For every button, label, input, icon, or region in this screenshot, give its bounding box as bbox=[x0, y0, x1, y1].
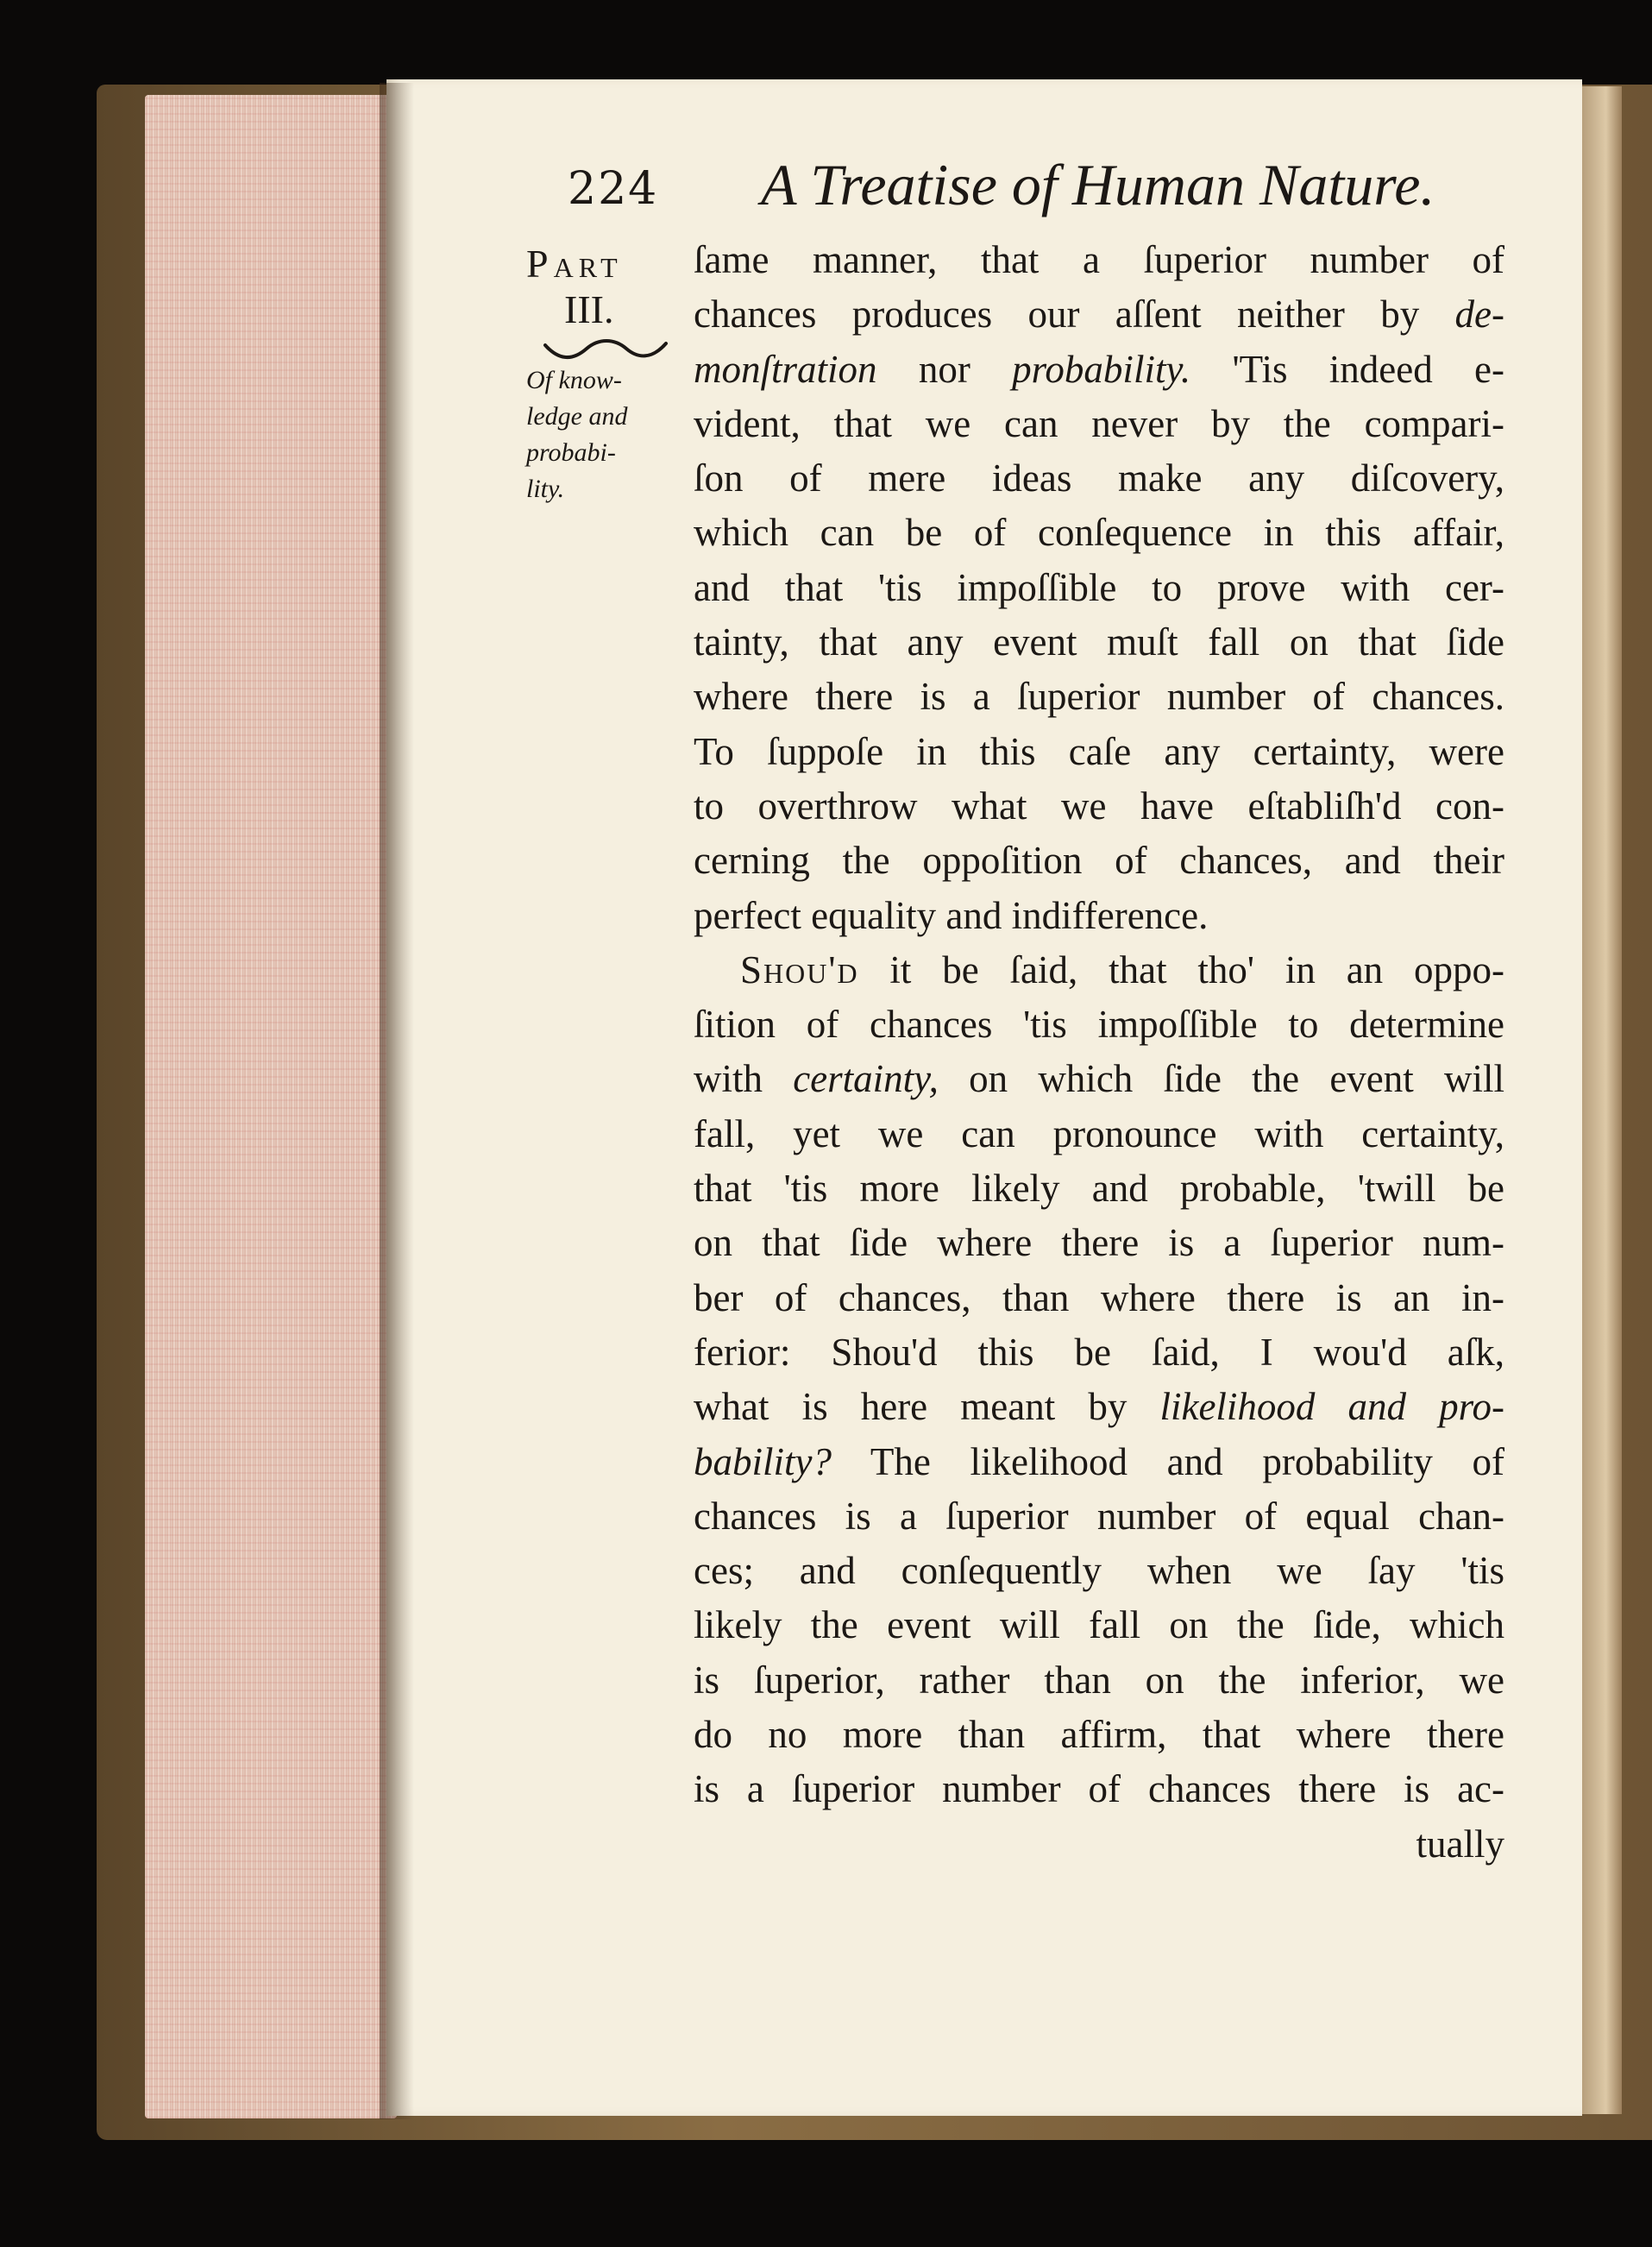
text-segment: fall, yet we can pronounce with certainty, bbox=[694, 1111, 1504, 1155]
text-line bbox=[694, 1161, 1504, 1216]
text-line bbox=[694, 1544, 1504, 1598]
text-line bbox=[694, 1598, 1504, 1652]
page-edges bbox=[145, 95, 397, 2118]
text-segment: Shou'd bbox=[740, 947, 859, 991]
text-segment: To ſuppoſe in this caſe any certainty, were bbox=[694, 729, 1504, 773]
text-line bbox=[694, 1052, 1504, 1106]
text-segment: likely the event will fall on the ſide, which bbox=[694, 1603, 1504, 1647]
body-text bbox=[694, 233, 1504, 1872]
text-segment: is a ſuperior number of chances there is ac- bbox=[694, 1767, 1504, 1811]
text-segment: cerning the oppoſition of chances, and their bbox=[694, 839, 1504, 883]
facing-page-edge bbox=[1582, 86, 1622, 2114]
text-segment: ſame manner, that a ſuperior number of bbox=[694, 238, 1504, 281]
side-note: Of know- ledge and probabi- lity. bbox=[526, 366, 628, 503]
text-line bbox=[694, 1380, 1504, 1434]
text-line bbox=[694, 779, 1504, 834]
text-line bbox=[694, 670, 1504, 724]
text-line bbox=[694, 1107, 1504, 1161]
text-segment: bability? bbox=[694, 1439, 832, 1483]
text-segment: vident, that we can never by the compari- bbox=[694, 401, 1504, 445]
text-segment: ſition of chances 'tis impoſſible to determine bbox=[694, 1003, 1504, 1047]
part-number: III. bbox=[564, 287, 614, 331]
text-segment: ber of chances, than where there is an in- bbox=[694, 1275, 1504, 1319]
text-segment: tainty, that any event muſt fall on that ſide bbox=[694, 620, 1504, 664]
page-header bbox=[568, 151, 1517, 229]
text-line bbox=[694, 1216, 1504, 1270]
text-segment: what is here meant by bbox=[694, 1385, 1160, 1429]
text-line bbox=[694, 943, 1504, 998]
text-segment: certainty, bbox=[793, 1057, 939, 1101]
text-segment: on which ſide the event will bbox=[938, 1057, 1504, 1101]
text-line bbox=[694, 889, 1504, 943]
text-line bbox=[694, 506, 1504, 560]
text-segment: The likelihood and probability of bbox=[831, 1439, 1504, 1483]
text-segment: chances produces our aſſent neither by bbox=[694, 293, 1455, 337]
text-segment: monſtration bbox=[694, 347, 877, 391]
text-line bbox=[694, 343, 1504, 397]
text-segment: where there is a ſuperior number of chances. bbox=[694, 675, 1504, 719]
text-line bbox=[694, 1708, 1504, 1762]
text-segment: which can be of conſequence in this affair, bbox=[694, 511, 1504, 555]
text-segment: with bbox=[694, 1057, 794, 1101]
text-line bbox=[694, 1435, 1504, 1489]
text-segment: ſon of mere ideas make any diſcovery, bbox=[694, 456, 1504, 500]
text-segment: that 'tis more likely and probable, 'twill be bbox=[694, 1167, 1504, 1211]
gutter-shadow bbox=[380, 83, 414, 2119]
swash-ornament-icon bbox=[542, 338, 671, 361]
text-line bbox=[694, 1325, 1504, 1380]
part-label: Part bbox=[526, 242, 623, 286]
text-segment: ferior: Shou'd this be ſaid, I wou'd aſk, bbox=[694, 1330, 1504, 1374]
text-segment: probability. bbox=[1012, 347, 1191, 391]
text-segment: chances is a ſuperior number of equal chan- bbox=[694, 1494, 1504, 1538]
text-line bbox=[694, 287, 1504, 342]
text-segment: to overthrow what we have eſtabliſh'd con- bbox=[694, 784, 1504, 828]
text-line bbox=[694, 233, 1504, 287]
text-line bbox=[694, 1271, 1504, 1325]
running-title: A Treatise of Human Nature. bbox=[761, 152, 1435, 217]
text-line bbox=[694, 1653, 1504, 1708]
margin-note bbox=[526, 242, 682, 507]
text-segment: it be ſaid, that tho' in an oppo- bbox=[858, 947, 1504, 991]
text-line bbox=[694, 1489, 1504, 1544]
text-line bbox=[694, 998, 1504, 1052]
text-line bbox=[694, 725, 1504, 779]
text-line bbox=[694, 561, 1504, 615]
text-segment: likelihood and pro- bbox=[1159, 1385, 1504, 1429]
text-segment: is ſuperior, rather than on the inferior, we bbox=[694, 1658, 1504, 1702]
text-segment: and that 'tis impoſſible to prove with cer- bbox=[694, 565, 1504, 609]
text-segment: 'Tis indeed e- bbox=[1190, 347, 1504, 391]
text-segment: do no more than affirm, that where there bbox=[694, 1713, 1504, 1757]
catchword: tually bbox=[1416, 1822, 1504, 1866]
text-segment: perfect equality and indifference. bbox=[694, 893, 1209, 937]
text-line bbox=[694, 451, 1504, 506]
text-line bbox=[694, 615, 1504, 670]
text-segment: on that ſide where there is a ſuperior num- bbox=[694, 1221, 1504, 1265]
text-line bbox=[694, 1762, 1504, 1816]
text-segment: de- bbox=[1454, 293, 1504, 337]
text-line bbox=[694, 834, 1504, 888]
page-number: 224 bbox=[568, 163, 659, 215]
text-segment: nor bbox=[876, 347, 1013, 391]
text-line bbox=[694, 397, 1504, 451]
text-segment: ces; and conſequently when we ſay 'tis bbox=[694, 1549, 1504, 1593]
